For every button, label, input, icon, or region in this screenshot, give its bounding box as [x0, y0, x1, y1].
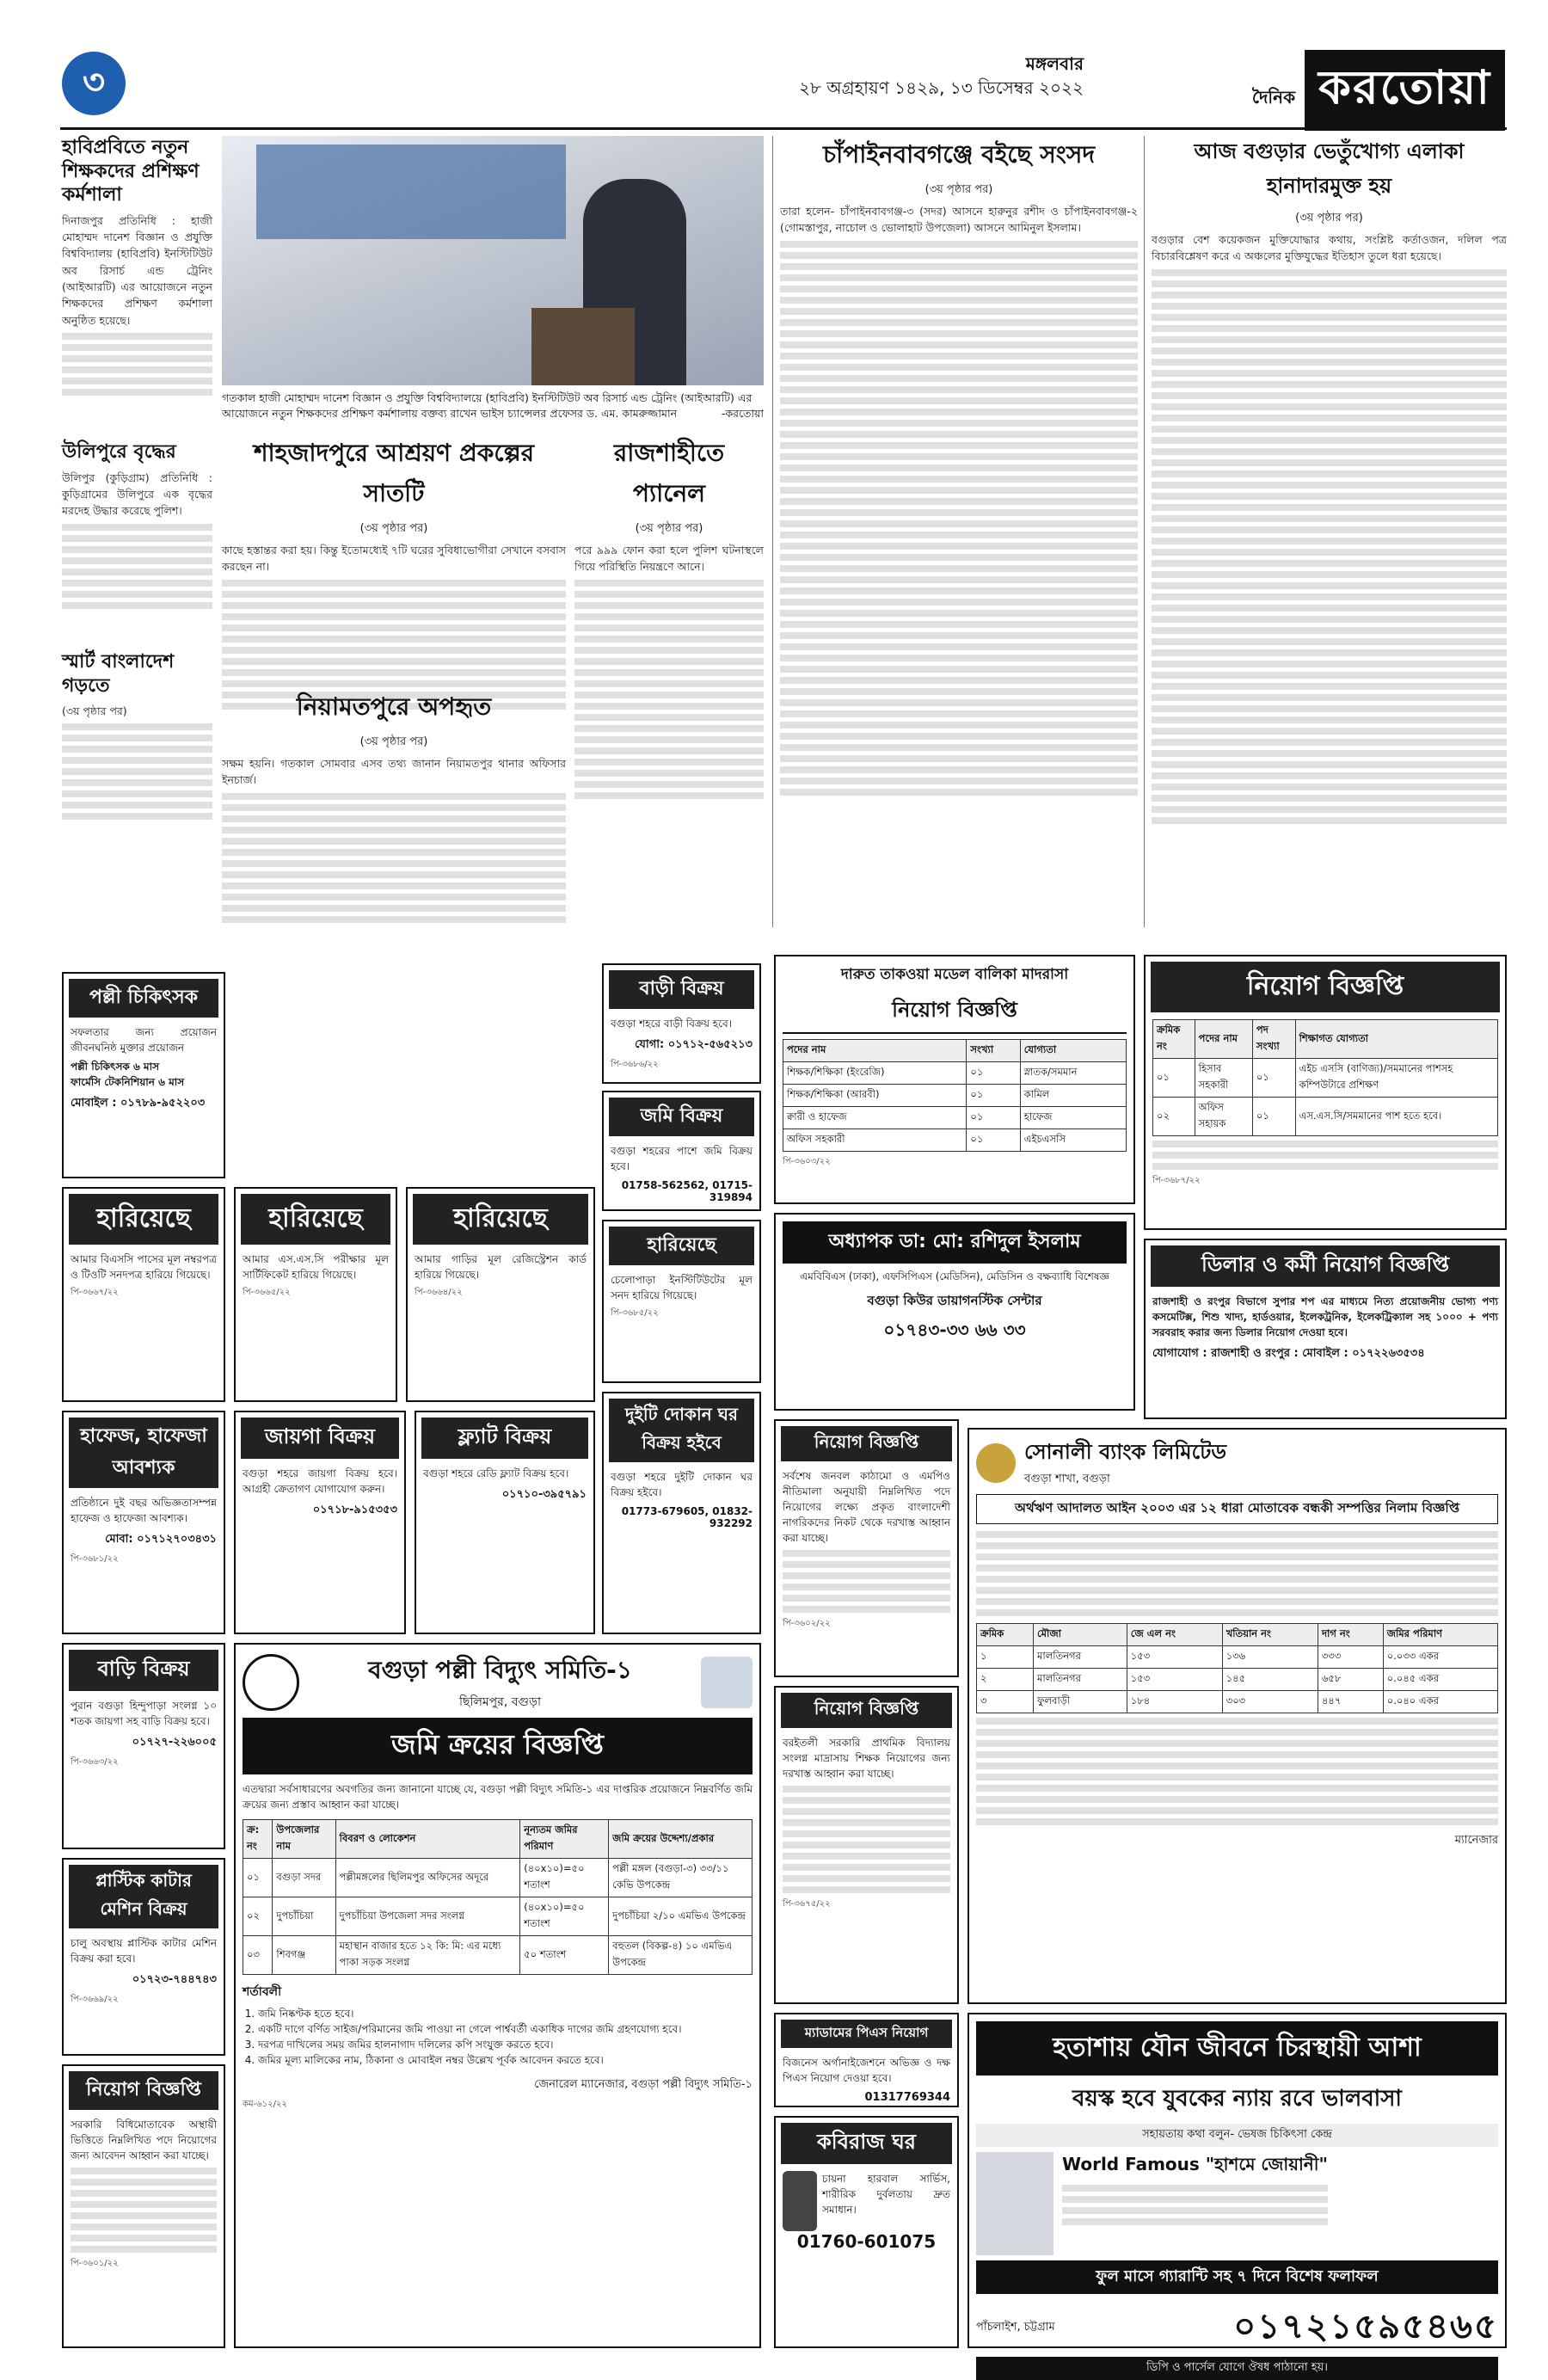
- ad-title: জায়গা বিক্রয়: [241, 1418, 399, 1459]
- term-item: 2. একটি দাগে বর্ণিত সাইজ/পরিমানের জমি পাওয়া না গেলে পার্শ্ববর্তী একাধিক দাগের জমি গ্রহণযোগ্য হবে।: [258, 2021, 752, 2037]
- table-row: অফিস সহকারী ০১ এইচএসসি: [783, 1129, 1127, 1152]
- col-header: জমি ক্রয়ের উদ্দেশ্য/প্রকার: [609, 1820, 752, 1859]
- term-item: 3. দরপত্র দাখিলের সময় জমির হালনাগাদ দলিলের কপি সংযুক্ত করতে হবে।: [258, 2037, 752, 2052]
- hope-address: পাঁচলাইশ, চট্টগ্রাম: [976, 2321, 1055, 2334]
- ad-body: চায়না হারবাল সার্ভিস, শারীরিক দুর্বলতায় দ্রুত সমাধান।: [822, 2173, 950, 2216]
- pbs-terms-list: [258, 2006, 752, 2068]
- ad-ref: পি-৩৬৮৬/২২: [611, 1060, 659, 1069]
- ad-title: হারিয়েছে: [609, 1227, 754, 1265]
- article-body: সক্ষম হয়নি। গতকাল সোমবার এসব তথ্য জানান নিয়ামতপুর থানার অফিসার ইনচার্জ।: [222, 757, 566, 787]
- table-row: ০২ অফিস সহায়ক ০১ এস.এস.সি/সমমানের পাশ হতে হবে।: [1153, 1098, 1498, 1136]
- term-item: 4. জমির মূল্য মালিকের নাম, ঠিকানা ও মোবাইল নম্বর উল্লেখ পূর্বক আবেদন করতে হবে।: [258, 2052, 752, 2068]
- job-right-table: ক্রমিক নং পদের নাম পদ সংখ্যা শিক্ষাগত যোগ্যতা ০১ হিসাব সহকারী ০১ এইচ এসসি (বাণিজ্য)/সমমানের পাশসহ কম্পিউটারে প্রশিক্ষণ ০২ অফিস সহায়ক ০১ এস.এস.সি/সমমানের পাশ হতে হবে।: [1152, 1019, 1498, 1136]
- ad-ref: পি-৩৬০২/২২: [783, 1619, 831, 1628]
- article-body: কাছে হস্তান্তর করা হয়। কিন্তু ইতোমধ্যেই ৭টি ঘরের সুবিধাভোগীরা সেখানে বসবাস করছেন না।: [222, 544, 566, 574]
- ad-title: হারিয়েছে: [69, 1194, 218, 1245]
- bank-signature: ম্যানেজার: [1454, 1834, 1498, 1847]
- ad-flat-sale: [415, 1411, 595, 1634]
- ad-body: আমার বিএসসি পাসের মূল নম্বরপত্র ও টিওটি সনদপত্র হারিয়ে গিয়েছে।: [71, 1253, 217, 1281]
- kobiraj-bottle-icon: [783, 2171, 817, 2231]
- ad-contact: ০১৭১০-৩৯৫৭৯১: [501, 1488, 587, 1501]
- article-title: স্মার্ট বাংলাদেশ গড়তে: [62, 651, 175, 697]
- bank-name: সোনালী ব্যাংক লিমিটেড: [1024, 1440, 1227, 1464]
- ad-title: দুইটি দোকান ঘর বিক্রয় হইবে: [609, 1399, 754, 1462]
- photo-credit: -করতোয়া: [721, 406, 764, 420]
- table-row: ৩ ফুলবাড়ী ১৮৪ ৩০৩ ৪৪৭ ০.০৪০ একর: [977, 1691, 1498, 1713]
- podium: [531, 308, 635, 385]
- auction-table: ক্রমিক মৌজা জে এল নং খতিয়ান নং দাগ নং জমির পরিমাণ ১ মালতিনগর ১৫৩ ১৩৬ ৩৩৩ ০.০৩৩ একর ২ মালতিনগর ১৫৩ ১৪৫ ৬৫৮ ০.০৪৫ একর ৩ ফুলবাড়ী ১৮৪ ৩০৩ ৪৪৭ ০.০৪০ একর: [976, 1623, 1498, 1713]
- sonali-logo-icon: [976, 1443, 1016, 1483]
- ad-ref: পি-৩৬৮১/২২: [71, 1554, 119, 1564]
- term-item: 1. জমি নিষ্কণ্টক হতে হবে।: [258, 2006, 752, 2021]
- ad-title: ফ্ল্যাট বিক্রয়: [421, 1418, 588, 1459]
- ad-job-left: [62, 2064, 225, 2348]
- paper-small-title: দৈনিক: [1251, 87, 1296, 108]
- hope-delivery: ডিপি ও পার্সেল যোগে ঔষধ পাঠানো হয়।: [976, 2357, 1498, 2380]
- ad-lost-3: [406, 1187, 595, 1402]
- ad-ref: পি-৩৬০৩/২২: [783, 1157, 831, 1166]
- masthead: [1101, 50, 1505, 119]
- continued-note: (৩য় পৃষ্ঠার পর): [1295, 212, 1363, 224]
- pbs-location: ছিলিমপুর, বগুড়া: [458, 1695, 542, 1709]
- ad-title: নিয়োগ বিজ্ঞপ্তি: [781, 1426, 952, 1461]
- ad-contact: 01317769344: [864, 2091, 950, 2104]
- hope-product: World Famous "হাশমে জোয়ানী": [1062, 2154, 1328, 2174]
- madrasa-name: দারুত তাকওয়া মডেল বালিকা মাদরাসা: [840, 966, 1069, 983]
- ad-title: নিয়োগ বিজ্ঞপ্তি: [783, 991, 1127, 1034]
- ad-pa-hiring: [774, 2013, 959, 2107]
- ad-contact: ০১৭৪৩-৩৩ ৬৬ ৩৩: [883, 1319, 1026, 1340]
- ad-body: সর্বশেষ জনবল কাঠামো ও এমপিও নীতিমালা অনুযায়ী নিম্নলিখিত পদে নিয়োগের লক্ষ্যে প্রকৃত বাংলাদেশী নাগরিকদের নিকট থেকে দরখাস্ত আহ্বান করা যাচ্ছে।: [783, 1470, 950, 1544]
- ad-title: জমি বিক্রয়: [609, 1098, 754, 1136]
- ad-body: বগুড়া শহরে জায়গা বিক্রয় হবে। আগ্রহী ক্রেতাগণ যোগাযোগ করুন।: [243, 1467, 397, 1495]
- ad-contact: মোবাইল : ০১৭৮৯-৯৫২২০৩: [71, 1097, 206, 1110]
- pbs-intro: এতদ্বারা সর্বসাধারণের অবগতির জন্য জানানো যাচ্ছে যে, বগুড়া পল্লী বিদ্যুৎ সমিতি-১ এর দাপ্তরিক প্রয়োজনে নিম্নবর্ণিত জমি ক্রয়ের জন্য প্রস্তাব আহ্বান করা যাচ্ছে।: [243, 1783, 752, 1811]
- col-header: ক্র: নং: [243, 1820, 273, 1859]
- article-title: শাহজাদপুরে আশ্রয়ণ প্রকল্পের সাতটি: [253, 439, 534, 507]
- paper-logo: করতোয়া: [1305, 50, 1505, 131]
- article-title: চাঁপাইনবাবগঞ্জে বইছে সংসদ: [822, 140, 1096, 169]
- ad-ref: পি-৩৬০১/২২: [71, 2259, 119, 2268]
- ad-lost-1: [62, 1187, 225, 1402]
- article-bogura-liberation: [1144, 136, 1507, 927]
- pbs-logo-row: [243, 1651, 752, 1713]
- ad-ref: কম-৬১২/২২: [243, 2100, 288, 2109]
- ad-hope: [968, 2013, 1507, 2374]
- article-ulipur: [62, 440, 212, 647]
- pbs-land-table: [243, 1819, 752, 1975]
- ad-job-right: [1144, 955, 1507, 1230]
- col-header: বিবরণ ও লোকেশন: [335, 1820, 520, 1859]
- article-chapai: [772, 136, 1138, 927]
- ad-body: বগুড়া শহরে রেডি ফ্ল্যাট বিক্রয় হবে।: [423, 1467, 569, 1479]
- page-number-badge: ৩: [62, 52, 126, 115]
- article-title: রাজশাহীতে প্যানেল: [613, 439, 725, 507]
- ad-body: প্রতিষ্ঠানে দুই বছর অভিজ্ঞতাসম্পন্ন হাফেজ ও হাফেজা আবশ্যক।: [71, 1497, 217, 1524]
- ad-job-mid-2: [774, 1686, 959, 2004]
- ad-contact: ০১৭১৮-৯১৫৩৫৩: [312, 1504, 397, 1516]
- ad-body: আমার গাড়ির মূল রেজিস্ট্রেশন কার্ড হারিয়ে গিয়েছে।: [415, 1253, 587, 1281]
- ad-ref: পি-৩৬৬৪/২২: [415, 1288, 463, 1297]
- ad-lost-2: [234, 1187, 397, 1402]
- ad-contact: যোগাযোগ : রাজশাহী ও রংপুর : মোবাইল : ০১৭২২৬৩৫৩৪: [1152, 1347, 1425, 1360]
- hope-phone: ০১৭২১৫৯৫৪৬৫: [1233, 2307, 1498, 2346]
- ad-title: হারিয়েছে: [413, 1194, 588, 1245]
- doctor-name: অধ্যাপক ডা: মো: রশিদুল ইসলাম: [783, 1221, 1127, 1264]
- ad-title: বাড়ি বিক্রয়: [69, 1650, 218, 1691]
- article-smart: [62, 650, 212, 839]
- ad-job-mid-1: [774, 1419, 959, 1677]
- ad-contact: 01760-601075: [796, 2231, 937, 2252]
- continued-note: (৩য় পৃষ্ঠার পর): [359, 522, 428, 535]
- ad-contact: মোবা: ০১৭১২৭০৩৪৩১: [105, 1533, 217, 1546]
- ad-body: বগুড়া শহরে দুইটি দোকান ঘর বিক্রয় হইবে।: [611, 1471, 752, 1498]
- table-row: ০১ হিসাব সহকারী ০১ এইচ এসসি (বাণিজ্য)/সমমানের পাশসহ কম্পিউটারে প্রশিক্ষণ: [1153, 1059, 1498, 1098]
- header-divider: [60, 127, 1507, 130]
- ad-palli-chikitshak: [62, 972, 225, 1178]
- ad-dealer: [1144, 1239, 1507, 1419]
- table-row: ০১ বগুড়া সদর পল্লীমঙ্গলের ছিলিমপুর অফিসের অদূরে (৪০x১০)=৫০ শতাংশ পল্লী মঙ্গল (বগুড়া-৩) ৩৩/১১ কেভি উপকেন্দ্র: [243, 1859, 752, 1897]
- ad-house-sale: [602, 963, 761, 1084]
- bank-branch: বগুড়া শাখা, বগুড়া: [1024, 1473, 1110, 1485]
- doctor-degrees: এমবিবিএস (ঢাকা), এফসিপিএস (মেডিসিন), মেডিসিন ও বক্ষব্যাধি বিশেষজ্ঞ: [800, 1270, 1109, 1282]
- article-niamatpur: [222, 688, 566, 946]
- article-rajshahi: [574, 434, 764, 916]
- ad-ref: পি-৩৬৬৭/২২: [71, 1288, 119, 1297]
- table-row: ০৩ শিবগঞ্জ মহাস্থান বাজার হতে ১২ কি: মি: এর মধ্যে পাকা সড়ক সংলগ্ন ৫০ শতাংশ বহুতল (বিকল্প-৪) ১০ এমভিএ উপকেন্দ্র: [243, 1936, 752, 1975]
- ad-ref: পি-৩৬৮৫/২২: [611, 1308, 659, 1318]
- table-row: ২ মালতিনগর ১৫৩ ১৪৫ ৬৫৮ ০.০৪৫ একর: [977, 1669, 1498, 1691]
- ad-body: চেলোপাড়া ইনস্টিটিউটের মূল সনদ হারিয়ে গিয়েছে।: [611, 1274, 752, 1301]
- ad-ref: পি-৩৬৮৭/২২: [1152, 1176, 1201, 1185]
- ad-contact: ০১৭২৩-৭৪৪৭৪৩: [132, 1973, 217, 1986]
- article-body: দিনাজপুর প্রতিনিধি : হাজী মোহাম্মদ দানেশ বিজ্ঞান ও প্রযুক্তি বিশ্ববিদ্যালয় (হাবিপ্রবি) ইনস্টিটিউট অব রিসার্চ এন্ড ট্রেনিং (আইআরটি) এর আয়োজনে নতুন শিক্ষকদের প্রশিক্ষণ কর্মশালা অনুষ্ঠিত হয়েছে।: [62, 213, 212, 327]
- ad-contact: 01758-562562, 01715-319894: [621, 1179, 752, 1203]
- continued-note: (৩য় পৃষ্ঠার পর): [635, 522, 703, 535]
- pbs-org-name: বগুড়া পল্লী বিদ্যুৎ সমিতি-১: [368, 1656, 632, 1684]
- table-row: ০২ দুপচাঁচিয়া দুপচাঁচিয়া উপজেলা সদর সংলগ্ন (৪০x১০)=৫০ শতাংশ দুপচাঁচিয়া ২/১০ এমভিএ উপকেন্দ্র: [243, 1897, 752, 1936]
- ad-title: ডিলার ও কর্মী নিয়োগ বিজ্ঞপ্তি: [1151, 1245, 1500, 1287]
- course-row: পল্লী চিকিৎসক ৬ মাস: [71, 1061, 159, 1073]
- ad-body: বিজনেস অর্গানাইজেশনে অভিজ্ঞ ও দক্ষ পিএস নিয়োগ দেওয়া হবে।: [783, 2057, 950, 2084]
- article-title: আজ বগুড়ার ভেতুঁখোগ্য এলাকা হানাদারমুক্ত হয়: [1194, 139, 1465, 198]
- continued-note: (৩য় পৃষ্ঠার পর): [924, 183, 993, 196]
- article-training: [62, 136, 212, 437]
- ad-plastic-machine: [62, 1858, 225, 2056]
- ad-ref: পি-৩৬৭৫/২২: [783, 1899, 831, 1909]
- ad-title: প্লাস্টিক কাটার মেশিন বিক্রয়: [69, 1865, 218, 1928]
- ad-body: আমার এস.এস.সি পরীক্ষার মূল সার্টিফিকেট হারিয়ে গিয়েছে।: [243, 1253, 389, 1281]
- day-label: মঙ্গলবার: [1025, 53, 1084, 74]
- course-row: ফার্মেসি টেকনিশিয়ান ৬ মাস: [71, 1076, 185, 1088]
- col-header: উপজেলার নাম: [273, 1820, 335, 1859]
- photo-caption: গতকাল হাজী মোহাম্মদ দানেশ বিজ্ঞান ও প্রযুক্তি বিশ্ববিদ্যালয়ে (হাবিপ্রবি) ইনস্টিটিউট অব রিসার্চ এন্ড ট্রেনিং (আইআরটি) এর আয়োজনে নতুন শিক্ষকদের প্রশিক্ষণ কর্মশালায় বক্তব্য রাখেন ভাইস চ্যান্সেলর প্রফেসর ড. এম. কামরুজ্জামান -করতোয়া: [222, 391, 764, 420]
- table-row: শিক্ষক/শিক্ষিকা (আরবী) ০১ কামিল: [783, 1085, 1127, 1107]
- ad-contact: যোগা: ০১৭১২-৫৬৫২১৩: [635, 1038, 752, 1051]
- ad-pbs-land-purchase: [234, 1643, 761, 2348]
- ad-body: বগুড়া শহরের পাশে জমি বিক্রয় হবে।: [611, 1145, 752, 1172]
- article-body: বগুড়ার বেশ কয়েকজন মুক্তিযোদ্ধার কথায়, সংশ্লিষ্ট কর্তাওজন, দলিল পত্র বিচারবিশ্লেষণ করে এ অঞ্চলের মুক্তিযুদ্ধের ইতিহাস তুলে ধরা হয়েছে।: [1152, 233, 1507, 263]
- ad-title: হাফেজ, হাফেজা আবশ্যক: [69, 1418, 218, 1488]
- table-row: ক্বারী ও হাফেজ ০১ হাফেজ: [783, 1107, 1127, 1129]
- ad-title: বাড়ী বিক্রয়: [609, 970, 754, 1009]
- ad-ref: পি-৩৬৬৩/২২: [71, 1757, 119, 1767]
- ad-title: কবিরাজ ঘর: [781, 2123, 952, 2164]
- table-row: ১ মালতিনগর ১৫৩ ১৩৬ ৩৩৩ ০.০৩৩ একর: [977, 1646, 1498, 1669]
- ad-contact: 01773-679605, 01832-932292: [621, 1505, 752, 1529]
- ad-sonali-bank: [968, 1428, 1507, 2004]
- ad-body: সরকারি বিধিমোতাবেক অস্থায়ী ভিত্তিতে নিম্নলিখিত পদে নিয়োগের জন্য আবেদন আহ্বান করা যাচ্ছে।: [71, 2119, 217, 2162]
- ad-land-sale: [602, 1091, 761, 1211]
- madrasa-table: পদের নাম সংখ্যা যোগ্যতা শিক্ষক/শিক্ষিকা (ইংরেজি) ০১ স্নাতক/সমমান শিক্ষক/শিক্ষিকা (আরবী) ০১ কামিল ক্বারী ও হাফেজ ০১ হাফেজ অফিস সহকারী ০১ এইচএসসি: [783, 1039, 1127, 1152]
- article-body: তারা হলেন- চাঁপাইনবাবগঞ্জ-৩ (সদর) আসনে হারুনুর রশীদ ও চাঁপাইনবাবগঞ্জ-২ (গোমস্তাপুর, নাচোল ও ভোলাহাট উপজেলা) আসনে আমিনুল ইসলাম।: [780, 205, 1138, 235]
- ad-land-sale-small: [234, 1411, 406, 1634]
- ad-body: রাজশাহী ও রংপুর বিভাগে সুপার শপ এর মাধ্যমে নিত্য প্রয়োজনীয় ভোগ্য পণ্য কসমেটিক্স, শিশু খাদ্য, হার্ডওয়ার, ইলেকট্রনিক, ইলেকট্রিক্যাল সহ ১০০০ + পণ্য সরবরাহ করার জন্য ডিলার নিয়োগ দেওয়া হবে।: [1152, 1295, 1498, 1338]
- banner-backdrop: [256, 145, 566, 239]
- article-body: (৩য় পৃষ্ঠার পর): [62, 704, 127, 717]
- ad-title: নিয়োগ বিজ্ঞপ্তি: [69, 2071, 218, 2110]
- ad-doctor: [774, 1213, 1135, 1411]
- article-body: পরে ৯৯৯ ফোন করা হলে পুলিশ ঘটনাস্থলে গিয়ে পরিস্থিতি নিয়ন্ত্রণে আনে।: [574, 544, 764, 574]
- table-row: শিক্ষক/শিক্ষিকা (ইংরেজি) ০১ স্নাতক/সমমান: [783, 1062, 1127, 1085]
- ad-ref: পি-৩৬৬৫/২২: [243, 1288, 291, 1297]
- ad-hafez: [62, 1411, 225, 1634]
- article-title: হাবিপ্রবিতে নতুন শিক্ষকদের প্রশিক্ষণ কর্মশালা: [62, 137, 200, 206]
- ad-body: বরইতলী সরকারি প্রাথমিক বিদ্যালয় সংলগ্ন মাদ্রাসায় শিক্ষক নিয়োগের জন্য দরখাস্ত আহ্বান করা যাচ্ছে।: [783, 1737, 950, 1780]
- hope-line: সহায়তায় কথা বলুন- ভেষজ চিকিৎসা কেন্দ্র: [976, 2124, 1498, 2147]
- continued-note: (৩য় পৃষ্ঠার পর): [359, 735, 428, 748]
- ad-title: নিয়োগ বিজ্ঞপ্তি: [1151, 962, 1500, 1012]
- hope-headline: হতাশায় যৌন জীবনে চিরস্থায়ী আশা: [976, 2021, 1498, 2076]
- ad-body: বগুড়া শহরে বাড়ী বিক্রয় হবে।: [611, 1018, 732, 1030]
- ad-madrasa-job: [774, 955, 1135, 1204]
- article-shahjadpur: [222, 434, 566, 684]
- pbs-signature: জেনারেল ম্যানেজার, বগুড়া পল্লী বিদ্যুৎ সমিতি-১: [534, 2078, 752, 2091]
- ad-title: হারিয়েছে: [241, 1194, 390, 1245]
- ad-title: নিয়োগ বিজ্ঞপ্তি: [781, 1693, 952, 1728]
- pbs-notice-title: জমি ক্রয়ের বিজ্ঞপ্তি: [243, 1718, 752, 1774]
- doctor-portrait: [976, 2152, 1054, 2255]
- doctor-chamber: বগুড়া কিউর ডায়াগনস্টিক সেন্টার: [867, 1293, 1042, 1308]
- ad-body: সফলতার জন্য প্রয়োজন জীবনঘনিষ্ঠ মুক্তার প্রয়োজন: [71, 1026, 217, 1054]
- ad-title: পল্লী চিকিৎসক: [69, 979, 218, 1018]
- col-header: নূন্যতম জমির পরিমাণ: [520, 1820, 609, 1859]
- mujib-logo-icon: [701, 1657, 752, 1708]
- hope-subheadline: বয়স্ক হবে যুবকের ন্যায় রবে ভালবাসা: [1072, 2086, 1402, 2112]
- pbs-logo-icon: [243, 1654, 299, 1711]
- ad-shop-sale: [602, 1392, 761, 1634]
- auction-title: অর্থঋণ আদালত আইন ২০০৩ এর ১২ ধারা মোতাবেক বন্ধকী সম্পত্তির নিলাম বিজ্ঞপ্তি: [976, 1494, 1498, 1524]
- news-photo: [222, 136, 764, 385]
- pbs-terms-title: শর্তাবলী: [243, 1985, 282, 1999]
- ad-title: ম্যাডামের পিএস নিয়োগ: [781, 2020, 952, 2048]
- date-line: ২৮ অগ্রহায়ণ ১৪২৯, ১৩ ডিসেম্বর ২০২২: [798, 77, 1084, 98]
- ad-lost-4: [602, 1220, 761, 1383]
- article-title: নিয়ামতপুরে অপহৃত: [296, 692, 492, 721]
- hope-footer: ফুল মাসে গ্যারান্টি সহ ৭ দিনে বিশেষ ফলাফল: [976, 2260, 1498, 2294]
- ad-body: চালু অবস্থায় প্লাস্টিক কাটার মেশিন বিক্রয় করা হবে।: [71, 1937, 217, 1965]
- ad-ref: পি-৩৬৬৯/২২: [71, 1995, 119, 2004]
- ad-body: পুরান বগুড়া হিন্দুপাড়া সংলগ্ন ১০ শতক জায়গা সহ বাড়ি বিক্রয় হবে।: [71, 1700, 217, 1727]
- article-body: উলিপুর (কুড়িগ্রাম) প্রতিনিধি : কুড়িগ্রামের উলিপুরে এক বৃদ্ধের মরদেহ উদ্ধার করেছে পুলিশ।: [62, 470, 212, 518]
- article-title: উলিপুরে বৃদ্ধের: [62, 441, 176, 463]
- ad-contact: ০১৭২৭-২২৬০০৫: [132, 1736, 217, 1749]
- ad-bari-sale: [62, 1643, 225, 1849]
- ad-kobiraj: [774, 2116, 959, 2348]
